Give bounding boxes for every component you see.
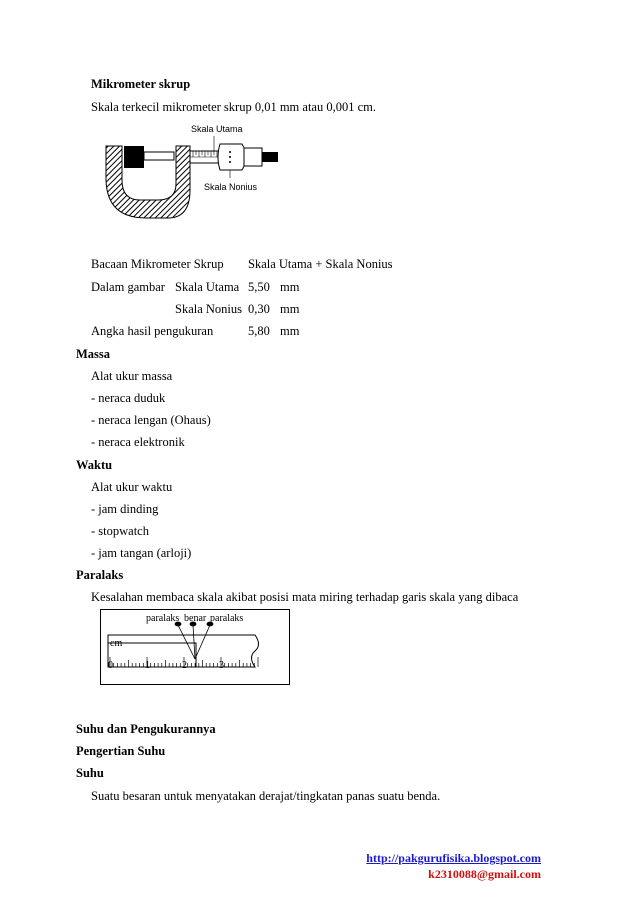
tick-label: 1: [145, 660, 150, 671]
dalam-gambar-label: Dalam gambar: [91, 280, 165, 294]
skala-nonius-value: 0,30: [248, 302, 270, 316]
tick-label: 3: [219, 660, 224, 671]
footer-url-link[interactable]: http://pakgurufisika.blogspot.com: [366, 851, 541, 865]
waktu-title: Waktu: [76, 458, 113, 472]
paralaks-title: Paralaks: [76, 568, 124, 582]
footer-email[interactable]: k2310088@gmail.com: [428, 867, 541, 881]
suhu-section-title: Suhu dan Pengukurannya: [76, 722, 216, 736]
paralaks-right-label: paralaks: [210, 613, 244, 624]
angka-hasil-unit: mm: [280, 324, 300, 338]
skala-nonius-label: Skala Nonius: [204, 182, 258, 192]
angka-hasil-label: Angka hasil pengukuran: [91, 324, 214, 338]
skala-utama-value: 5,50: [248, 280, 270, 294]
bacaan-rumus: Skala Utama + Skala Nonius: [248, 257, 393, 271]
angka-hasil-value: 5,80: [248, 324, 270, 338]
massa-title: Massa: [76, 347, 111, 361]
skala-utama-row-label: Skala Utama: [175, 280, 240, 294]
suhu-title: Suhu: [76, 766, 104, 780]
mikrometer-desc: Skala terkecil mikrometer skrup 0,01 mm atau 0,001 cm.: [91, 100, 376, 114]
tick-label: 0: [108, 660, 113, 671]
tick-label: 2: [182, 660, 187, 671]
list-item: - stopwatch: [91, 524, 149, 538]
list-item: - neraca elektronik: [91, 435, 185, 449]
skala-nonius-unit: mm: [280, 302, 300, 316]
cm-label: cm: [110, 638, 123, 649]
paralaks-desc: Kesalahan membaca skala akibat posisi mata miring terhadap garis skala yang dibaca: [91, 590, 519, 604]
list-item: - neraca duduk: [91, 391, 166, 405]
skala-nonius-row-label: Skala Nonius: [175, 302, 243, 316]
skala-utama-unit: mm: [280, 280, 300, 294]
waktu-intro: Alat ukur waktu: [91, 480, 173, 494]
massa-intro: Alat ukur massa: [91, 369, 173, 383]
list-item: - neraca lengan (Ohaus): [91, 413, 211, 427]
suhu-desc: Suatu besaran untuk menyatakan derajat/tingkatan panas suatu benda.: [91, 789, 441, 803]
benar-label: benar: [184, 613, 207, 624]
bacaan-label: Bacaan Mikrometer Skrup: [91, 257, 224, 271]
skala-utama-label: Skala Utama: [191, 124, 243, 134]
paralaks-left-label: paralaks: [146, 613, 180, 624]
mikrometer-title: Mikrometer skrup: [91, 77, 191, 91]
list-item: - jam dinding: [91, 502, 159, 516]
pengertian-suhu-title: Pengertian Suhu: [76, 744, 166, 758]
list-item: - jam tangan (arloji): [91, 546, 192, 560]
micrometer-figure: [96, 118, 286, 230]
